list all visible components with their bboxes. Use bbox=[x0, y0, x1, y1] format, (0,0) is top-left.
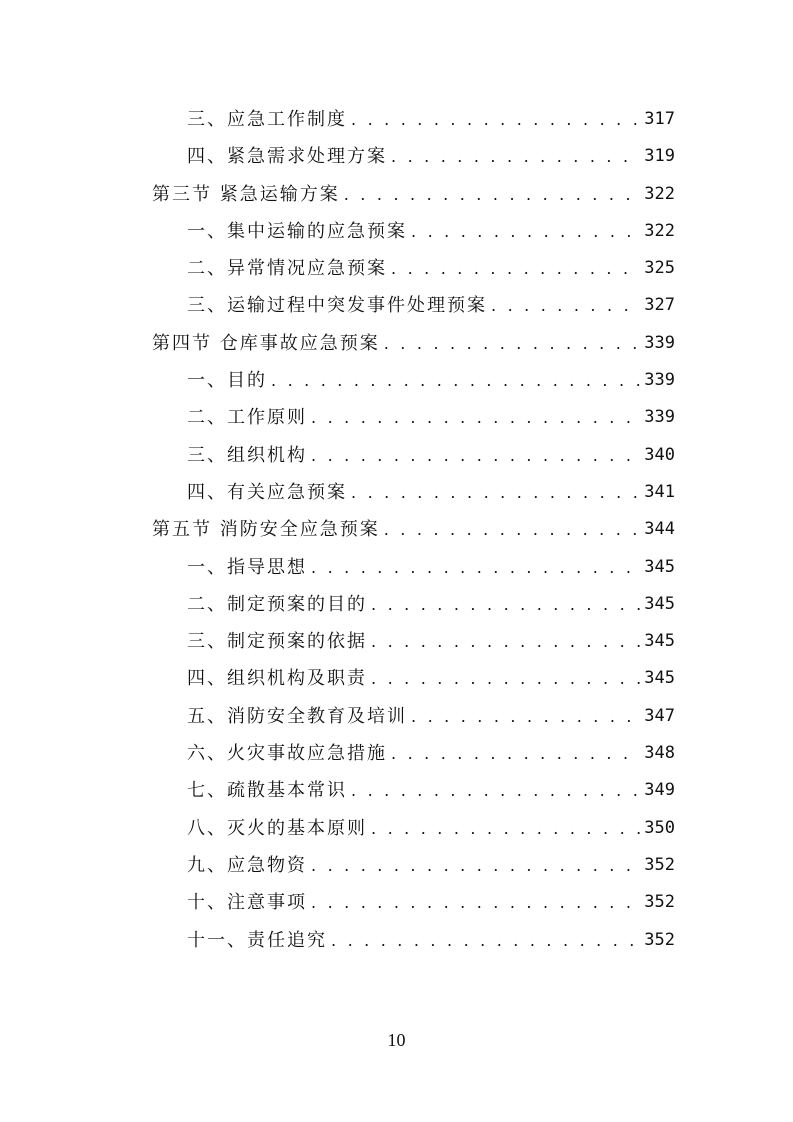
toc-entry-title: 六、火灾事故应急措施 bbox=[187, 743, 387, 765]
toc-entry[interactable] bbox=[152, 772, 675, 809]
toc-section[interactable] bbox=[152, 511, 675, 548]
toc-entry[interactable] bbox=[152, 884, 675, 921]
toc-entry[interactable] bbox=[152, 735, 675, 772]
toc-entry[interactable] bbox=[152, 847, 675, 884]
toc-entry[interactable] bbox=[152, 810, 675, 847]
leader-dots bbox=[371, 586, 640, 623]
toc-entry[interactable] bbox=[152, 698, 675, 735]
toc-entry-page: 340 bbox=[644, 444, 675, 465]
toc-entry-page: 347 bbox=[644, 705, 675, 726]
leader-dots bbox=[311, 884, 640, 921]
toc-entry-page: 339 bbox=[644, 332, 675, 353]
leader-dots bbox=[371, 623, 640, 660]
toc-section[interactable] bbox=[152, 325, 675, 362]
toc-section-title: 第五节 消防安全应急预案 bbox=[152, 519, 380, 541]
leader-dots bbox=[311, 437, 640, 474]
toc-entry-page: 345 bbox=[644, 668, 675, 689]
toc-section-title: 第三节 紧急运输方案 bbox=[152, 183, 340, 205]
toc-entry-title: 七、疏散基本常识 bbox=[187, 780, 347, 802]
leader-dots bbox=[384, 511, 641, 548]
leader-dots bbox=[391, 735, 640, 772]
toc-entry-page: 341 bbox=[644, 481, 675, 502]
toc-entry[interactable] bbox=[152, 101, 675, 138]
toc-entry-page: 325 bbox=[644, 258, 675, 279]
toc-entry-page: 348 bbox=[644, 743, 675, 764]
toc-entry-title: 三、应急工作制度 bbox=[187, 109, 347, 130]
leader-dots bbox=[391, 138, 640, 175]
leader-dots bbox=[411, 213, 640, 250]
toc-entry[interactable] bbox=[152, 213, 675, 250]
toc-entry[interactable] bbox=[152, 660, 675, 697]
leader-dots bbox=[411, 698, 640, 735]
table-of-contents bbox=[152, 101, 675, 959]
leader-dots bbox=[384, 325, 641, 362]
toc-entry[interactable] bbox=[152, 586, 675, 623]
toc-entry-title: 一、指导思想 bbox=[187, 556, 307, 578]
toc-entry-title: 五、消防安全教育及培训 bbox=[187, 705, 407, 727]
toc-entry-page: 339 bbox=[644, 370, 675, 391]
toc-section-title: 第四节 仓库事故应急预案 bbox=[152, 332, 380, 354]
toc-entry-title: 二、工作原则 bbox=[187, 407, 307, 429]
toc-entry[interactable] bbox=[152, 474, 675, 511]
leader-dots bbox=[271, 362, 640, 399]
leader-dots bbox=[331, 922, 640, 959]
toc-entry-page: 352 bbox=[644, 929, 675, 950]
toc-entry[interactable] bbox=[152, 362, 675, 399]
toc-entry-title: 一、目的 bbox=[187, 370, 267, 392]
leader-dots bbox=[351, 772, 640, 809]
toc-entry-title: 三、运输过程中突发事件处理预案 bbox=[187, 295, 487, 317]
toc-section[interactable] bbox=[152, 176, 675, 213]
toc-entry-title: 三、制定预案的依据 bbox=[187, 631, 367, 653]
toc-entry-title: 二、异常情况应急预案 bbox=[187, 258, 387, 280]
toc-entry[interactable] bbox=[152, 138, 675, 175]
toc-entry-page: 339 bbox=[644, 407, 675, 428]
toc-entry-page: 345 bbox=[644, 631, 675, 652]
leader-dots bbox=[371, 810, 640, 847]
leader-dots bbox=[311, 399, 640, 436]
toc-entry-page: 350 bbox=[644, 817, 675, 838]
leader-dots bbox=[391, 250, 640, 287]
leader-dots bbox=[311, 847, 640, 884]
toc-entry-title: 四、有关应急预案 bbox=[187, 481, 347, 503]
toc-entry-page: 345 bbox=[644, 556, 675, 577]
leader-dots bbox=[491, 287, 640, 324]
toc-entry[interactable] bbox=[152, 922, 675, 959]
toc-entry-title: 三、组织机构 bbox=[187, 444, 307, 466]
toc-entry-title: 九、应急物资 bbox=[187, 854, 307, 876]
toc-entry-title: 八、灭火的基本原则 bbox=[187, 817, 367, 839]
page-number: 10 bbox=[387, 1030, 406, 1050]
leader-dots bbox=[351, 474, 640, 511]
toc-entry[interactable] bbox=[152, 549, 675, 586]
toc-entry-title: 四、紧急需求处理方案 bbox=[187, 146, 387, 168]
toc-entry-page: 322 bbox=[644, 183, 675, 204]
toc-entry[interactable] bbox=[152, 287, 675, 324]
toc-entry-title: 一、集中运输的应急预案 bbox=[187, 220, 407, 242]
toc-entry-title: 四、组织机构及职责 bbox=[187, 668, 367, 690]
toc-entry-page: 344 bbox=[644, 519, 675, 540]
toc-entry-page: 345 bbox=[644, 593, 675, 614]
leader-dots bbox=[371, 660, 640, 697]
toc-entry-page: 327 bbox=[644, 295, 675, 316]
toc-entry[interactable] bbox=[152, 623, 675, 660]
toc-entry-title: 二、制定预案的目的 bbox=[187, 593, 367, 615]
toc-entry[interactable] bbox=[152, 250, 675, 287]
toc-entry-page: 349 bbox=[644, 780, 675, 801]
toc-entry[interactable] bbox=[152, 437, 675, 474]
toc-entry-page: 322 bbox=[644, 220, 675, 241]
toc-entry-page: 319 bbox=[644, 146, 675, 167]
toc-entry[interactable] bbox=[152, 399, 675, 436]
leader-dots bbox=[311, 549, 640, 586]
toc-entry-page: 352 bbox=[644, 854, 675, 875]
leader-dots bbox=[351, 101, 640, 138]
leader-dots bbox=[344, 176, 641, 213]
toc-entry-page: 317 bbox=[644, 109, 675, 129]
toc-entry-title: 十、注意事项 bbox=[187, 892, 307, 914]
toc-entry-title: 十一、责任追究 bbox=[187, 929, 327, 951]
toc-entry-page: 352 bbox=[644, 892, 675, 913]
